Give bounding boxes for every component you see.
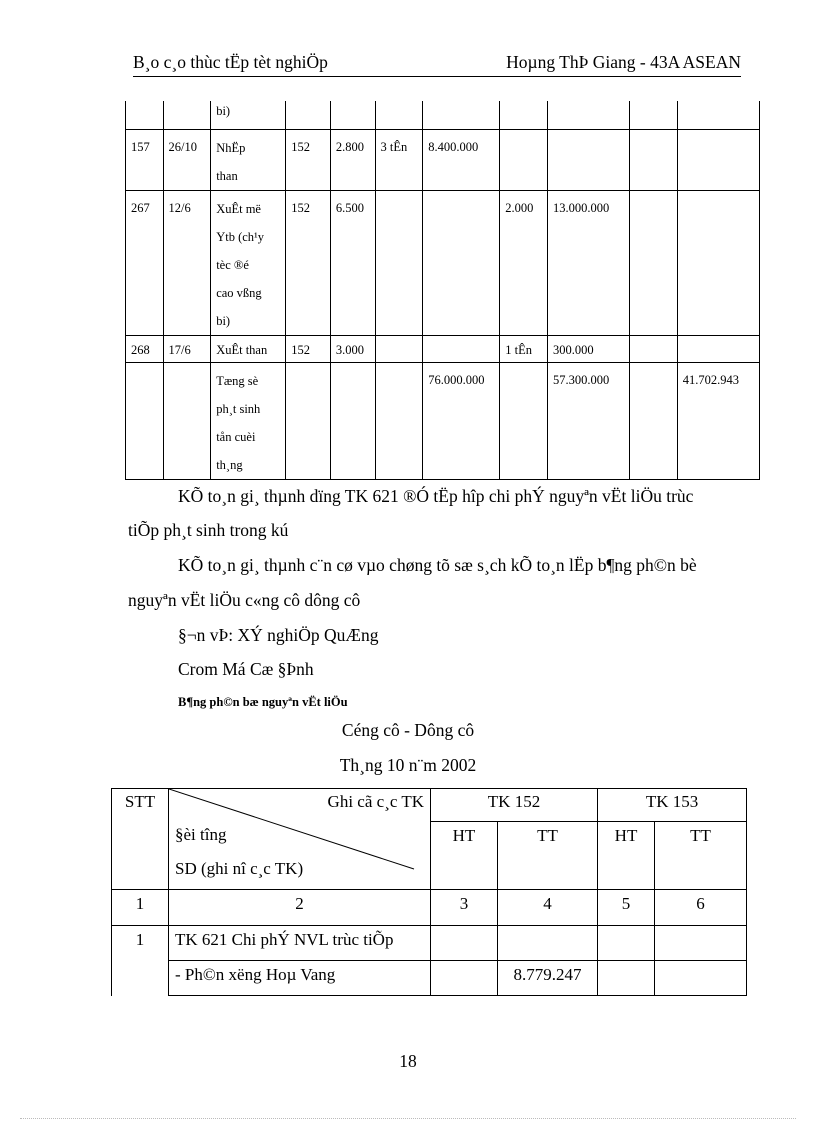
stt-header: STT bbox=[112, 789, 169, 890]
diag-mid-label: §èi tîng bbox=[175, 825, 227, 844]
cell: 41.702.943 bbox=[677, 362, 759, 479]
cell bbox=[375, 362, 423, 479]
footer-divider bbox=[20, 1118, 796, 1119]
diag-top-label: Ghi cã c¸c TK bbox=[327, 792, 424, 811]
col-number: 5 bbox=[598, 890, 655, 926]
cell: 26/10 bbox=[163, 129, 211, 190]
col-number: 1 bbox=[112, 890, 169, 926]
table-row bbox=[112, 961, 747, 996]
cell: 76.000.000 bbox=[423, 362, 500, 479]
cell: 300.000 bbox=[547, 335, 629, 362]
cell: Tæng sè ph¸t sinh tån cuèi th¸ng bbox=[211, 362, 286, 479]
table-row bbox=[126, 362, 760, 479]
cell bbox=[330, 362, 375, 479]
cell bbox=[423, 190, 500, 335]
ledger-table bbox=[125, 101, 760, 480]
diag-bottom-label: SD (ghi nî c¸c TK) bbox=[175, 859, 304, 878]
unit-label: §¬n vÞ: XÝ nghiÖp QuÆng bbox=[178, 625, 379, 645]
col-number: 3 bbox=[431, 890, 498, 926]
cell bbox=[655, 926, 747, 961]
table-row bbox=[126, 190, 760, 335]
table-row bbox=[112, 789, 747, 822]
table-row bbox=[112, 926, 747, 961]
cell: 157 bbox=[126, 129, 164, 190]
page-header bbox=[133, 52, 741, 77]
cell bbox=[500, 129, 548, 190]
cell bbox=[547, 129, 629, 190]
cell: XuÊt më Ytb (ch¹y tèc ®é cao vßng bi) bbox=[211, 190, 286, 335]
row-label: TK 621 Chi phÝ NVL trùc tiÕp bbox=[169, 926, 431, 961]
cell bbox=[126, 362, 164, 479]
cell: 2.800 bbox=[330, 129, 375, 190]
table-row bbox=[126, 335, 760, 362]
cell bbox=[286, 101, 331, 129]
cell bbox=[630, 101, 678, 129]
table-row bbox=[112, 890, 747, 926]
cell bbox=[655, 961, 747, 996]
allocation-table bbox=[111, 788, 747, 996]
cell bbox=[598, 961, 655, 996]
row-stt: 1 bbox=[112, 926, 169, 961]
row-value: 8.779.247 bbox=[498, 961, 598, 996]
cell bbox=[431, 961, 498, 996]
paragraph-line: tiÕp ph¸t sinh trong kú bbox=[128, 520, 289, 540]
cell bbox=[630, 190, 678, 335]
cell bbox=[498, 926, 598, 961]
paragraph-line: KÕ to¸n gi¸ thµnh dïng TK 621 ®Ó tËp hîp chi phÝ nguyªn vËt liÖu trùc bbox=[178, 486, 694, 506]
cell bbox=[677, 129, 759, 190]
cell bbox=[630, 129, 678, 190]
table-title: B¶ng ph©n bæ nguyªn vËt liÖu bbox=[178, 695, 348, 709]
cell bbox=[163, 101, 211, 129]
cell: 17/6 bbox=[163, 335, 211, 362]
cell: NhËp than bbox=[211, 129, 286, 190]
row-label: - Ph©n xëng Hoµ Vang bbox=[169, 961, 431, 996]
table-row bbox=[126, 101, 760, 129]
col-number: 2 bbox=[169, 890, 431, 926]
cell: 8.400.000 bbox=[423, 129, 500, 190]
cell: 12/6 bbox=[163, 190, 211, 335]
cell bbox=[630, 335, 678, 362]
cell bbox=[500, 101, 548, 129]
cell bbox=[547, 101, 629, 129]
cell: 2.000 bbox=[500, 190, 548, 335]
cell: 267 bbox=[126, 190, 164, 335]
cell: 152 bbox=[286, 190, 331, 335]
cell bbox=[375, 335, 423, 362]
diagonal-header bbox=[169, 789, 431, 890]
cell: XuÊt than bbox=[211, 335, 286, 362]
cell bbox=[375, 190, 423, 335]
cell bbox=[500, 362, 548, 479]
tt-header: TT bbox=[655, 822, 747, 890]
cell: 152 bbox=[286, 129, 331, 190]
cell: 13.000.000 bbox=[547, 190, 629, 335]
cell bbox=[330, 101, 375, 129]
col-number: 6 bbox=[655, 890, 747, 926]
col-number: 4 bbox=[498, 890, 598, 926]
cell bbox=[423, 101, 500, 129]
cell bbox=[598, 926, 655, 961]
cell bbox=[677, 101, 759, 129]
header-report-title: B¸o c¸o thùc tËp tèt nghiÖp bbox=[133, 52, 328, 72]
cell: 57.300.000 bbox=[547, 362, 629, 479]
cell: 1 tÊn bbox=[500, 335, 548, 362]
cell bbox=[112, 961, 169, 996]
cell bbox=[630, 362, 678, 479]
cell bbox=[286, 362, 331, 479]
ht-header: HT bbox=[431, 822, 498, 890]
cell: 268 bbox=[126, 335, 164, 362]
cell: 3.000 bbox=[330, 335, 375, 362]
cell: 6.500 bbox=[330, 190, 375, 335]
cell: bi) bbox=[211, 101, 286, 129]
cell: 3 tÊn bbox=[375, 129, 423, 190]
cell bbox=[375, 101, 423, 129]
table-subtitle: Céng cô - Dông cô bbox=[341, 720, 475, 740]
header-author: Hoµng ThÞ Giang - 43A ASEAN bbox=[506, 52, 741, 72]
cell: 152 bbox=[286, 335, 331, 362]
cell bbox=[677, 335, 759, 362]
ht-header: HT bbox=[598, 822, 655, 890]
cell bbox=[677, 190, 759, 335]
tk152-header: TK 152 bbox=[431, 789, 598, 822]
tt-header: TT bbox=[498, 822, 598, 890]
cell bbox=[431, 926, 498, 961]
cell bbox=[423, 335, 500, 362]
cell bbox=[163, 362, 211, 479]
cell bbox=[126, 101, 164, 129]
table-period: Th¸ng 10 n¨m 2002 bbox=[339, 755, 477, 775]
page-number: 18 bbox=[399, 1051, 417, 1071]
place-label: Crom Má Cæ §Þnh bbox=[178, 659, 314, 679]
table-row bbox=[126, 129, 760, 190]
paragraph-line: KÕ to¸n gi¸ thµnh c¨n cø vµo chøng tõ sæ s¸ch kÕ to¸n lËp b¶ng ph©n bè bbox=[178, 555, 697, 575]
paragraph-line: nguyªn vËt liÖu c«ng cô dông cô bbox=[128, 590, 361, 610]
tk153-header: TK 153 bbox=[598, 789, 747, 822]
